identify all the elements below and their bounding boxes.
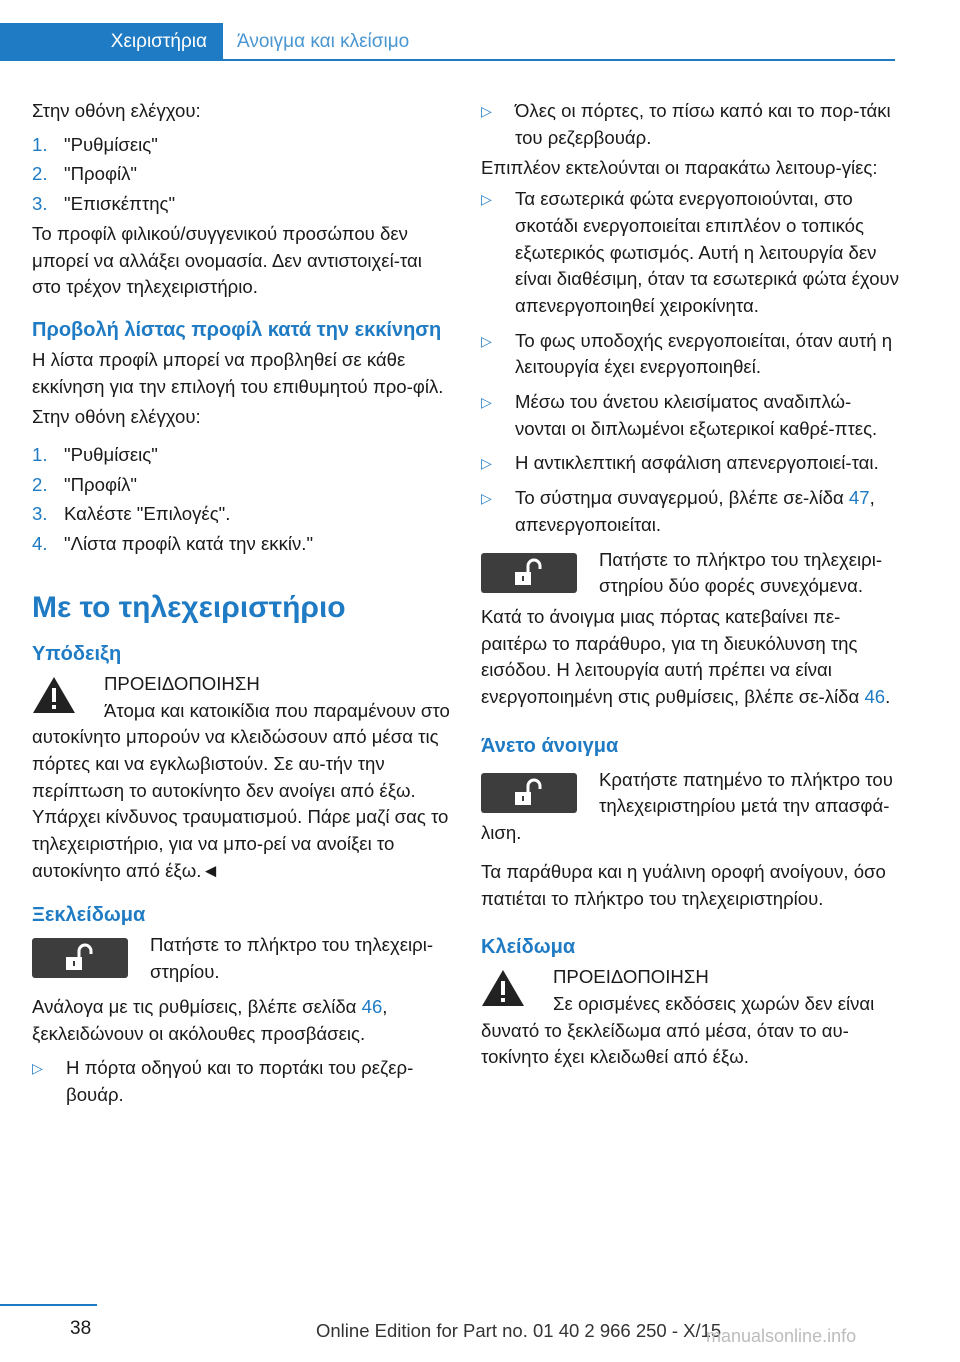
key-block xyxy=(481,547,899,600)
warning-block xyxy=(481,964,899,1071)
paragraph: Το προφίλ φιλικού/συγγενικού προσώπου δεν μπορεί να αλλάξει ονομασία. Δεν αντιστοιχεί-ται στο τρέχον τηλεχειριστήριο. xyxy=(32,222,422,298)
heading-note: Υπόδειξη xyxy=(32,642,122,665)
unlock-key-icon xyxy=(481,553,577,593)
page-header xyxy=(0,23,895,61)
heading-remote-control: Με το τηλεχειριστήριο xyxy=(32,590,346,624)
paragraph: Κατά το άνοιγμα μιας πόρτας κατεβαίνει πε-ραιτέρω το παράθυρο, για τη διευκόλυνση της εισόδου. Η λειτουργία αυτή πρέπει να είναι ενεργοποιημένη στις ρυθμίσεις, βλέπε σε-λίδα 46. xyxy=(481,605,891,708)
bullet-item: ▷ Μέσω του άνετου κλεισίματος αναδιπλώ-νονται οι διπλωμένοι εξωτερικοί καθρέ-πτες. xyxy=(481,389,899,442)
edition-text: Online Edition for Part no. 01 40 2 966 250 - X/15 xyxy=(316,1320,722,1341)
paragraph: Ανάλογα με τις ρυθμίσεις, βλέπε σελίδα 46, ξεκλειδώνουν οι ακόλουθες προσβάσεις. xyxy=(32,995,388,1044)
section-title[interactable]: Άνοιγμα και κλείσιμο xyxy=(237,31,410,52)
triangle-bullet-icon: ▷ xyxy=(32,1060,43,1077)
bullet-item: ▷ Η αντικλεπτική ασφάλιση απενεργοποιεί-ται. xyxy=(481,450,899,477)
heading-profile-list: Προβολή λίστας προφίλ κατά την εκκίνηση xyxy=(32,318,442,341)
triangle-bullet-icon: ▷ xyxy=(481,103,492,119)
paragraph: Τα παράθυρα και η γυάλινη οροφή ανοίγουν, όσο πατιέται το πλήκτρο του τηλεχειριστηρίου. xyxy=(481,860,886,909)
watermark: manualsonline.info xyxy=(706,1326,857,1346)
key-text: Πατήστε το πλήκτρο του τηλεχειρι-στηρίου δύο φορές συνεχόμενα. xyxy=(599,548,883,597)
left-column xyxy=(32,98,452,1109)
warning-text: Σε ορισμένες εκδόσεις χωρών δεν είναι δυνατό το ξεκλείδωμα από μέσα, όταν το αυ-τοκίνητο έχει κλειδωθεί από έξω. xyxy=(481,992,875,1068)
page-link[interactable]: 46 xyxy=(864,686,886,708)
bullet-item: ▷ Τα εσωτερικά φώτα ενεργοποιούνται, στο σκοτάδι ενεργοποιείται επιπλέον ο τοπικός εξωτερικός φωτισμός. Αυτή η λειτουργία δεν είναι διαθέσιμη, όταν τα εσωτερικά φώτα έχουν απενεργοποιηθεί χειροκίνητα. xyxy=(481,186,899,320)
footer-rule xyxy=(0,1304,97,1306)
list-item: 3. Καλέστε "Επιλογές". xyxy=(32,503,231,525)
list-item: 1. "Ρυθμίσεις" xyxy=(32,133,158,155)
warning-icon xyxy=(481,968,525,1008)
heading-lock: Κλείδωμα xyxy=(481,936,576,959)
list-item: 2. "Προφίλ" xyxy=(32,163,138,185)
page-link[interactable]: 47 xyxy=(848,487,870,509)
warning-title: ΠΡΟΕΙΔΟΠΟΙΗΣΗ xyxy=(553,966,709,988)
paragraph: Στην οθόνη ελέγχου: xyxy=(32,406,201,428)
bullet-item: ▷ Το σύστημα συναγερμού, βλέπε σε-λίδα 47, απενεργοποιείται. xyxy=(481,485,899,538)
triangle-bullet-icon: ▷ xyxy=(481,191,492,208)
right-column xyxy=(481,98,899,1071)
unlock-key-icon xyxy=(32,938,128,978)
paragraph: Η λίστα προφίλ μπορεί να προβληθεί σε κάθε εκκίνηση για την επιλογή του επιθυμητού προ-φίλ. xyxy=(32,348,444,397)
chapter-tab[interactable]: Χειριστήρια xyxy=(0,23,223,61)
triangle-bullet-icon: ▷ xyxy=(481,332,492,349)
warning-title: ΠΡΟΕΙΔΟΠΟΙΗΣΗ xyxy=(104,672,260,694)
warning-text: Άτομα και κατοικίδια που παραμένουν στο αυτοκίνητο μπορούν να κλειδώσουν από μέσα τις πόρτες και να εγκλωβιστούν. Σε αυ-τήν την περίπτωση το αυτοκίνητο δεν ανοίγει από έξω. Υπάρχει κίνδυνος τραυματισμού. Πάρε μαζί σας το τηλεχειριστήριο, για να μπο-ρεί να ανοίξει το αυτοκίνητο από έξω.◄ xyxy=(32,699,450,881)
header-rule xyxy=(223,59,895,61)
unlock-text: Πατήστε το πλήκτρο του τηλεχειρι-στηρίου. xyxy=(150,934,434,983)
list-item: 4. "Λίστα προφίλ κατά την εκκίν." xyxy=(32,533,314,555)
bullet-item: ▷ Η πόρτα οδηγού και το πορτάκι του ρεζερ-βουάρ. xyxy=(32,1055,452,1108)
warning-block xyxy=(32,671,452,885)
list-item: 3. "Επισκέπτης" xyxy=(32,193,176,215)
bullet-item: ▷ Όλες οι πόρτες, το πίσω καπό και το πορ-τάκι του ρεζερβουάρ. xyxy=(481,98,899,151)
key-block xyxy=(481,767,899,847)
list-item: 2. "Προφίλ" xyxy=(32,473,138,495)
triangle-bullet-icon: ▷ xyxy=(481,490,492,507)
warning-icon xyxy=(32,675,76,715)
page-link[interactable]: 46 xyxy=(361,995,383,1017)
paragraph: Επιπλέον εκτελούνται οι παρακάτω λειτουρ-γίες: xyxy=(481,157,878,179)
heading-unlock: Ξεκλείδωμα xyxy=(32,904,146,927)
triangle-bullet-icon: ▷ xyxy=(481,455,492,472)
list-item: 1. "Ρυθμίσεις" xyxy=(32,444,158,466)
unlock-key-icon xyxy=(481,773,577,813)
key-block xyxy=(32,932,452,985)
bullet-item: ▷ Το φως υποδοχής ενεργοποιείται, όταν αυτή η λειτουργία έχει ενεργοποιηθεί. xyxy=(481,328,899,381)
paragraph: Στην οθόνη ελέγχου: xyxy=(32,100,201,121)
page-number: 38 xyxy=(70,1318,92,1339)
triangle-bullet-icon: ▷ xyxy=(481,394,492,411)
heading-comfort-opening: Άνετο άνοιγμα xyxy=(481,734,619,757)
key-text: Κρατήστε πατημένο το πλήκτρο του τηλεχειριστηρίου μετά την απασφά-λιση. xyxy=(481,768,893,844)
